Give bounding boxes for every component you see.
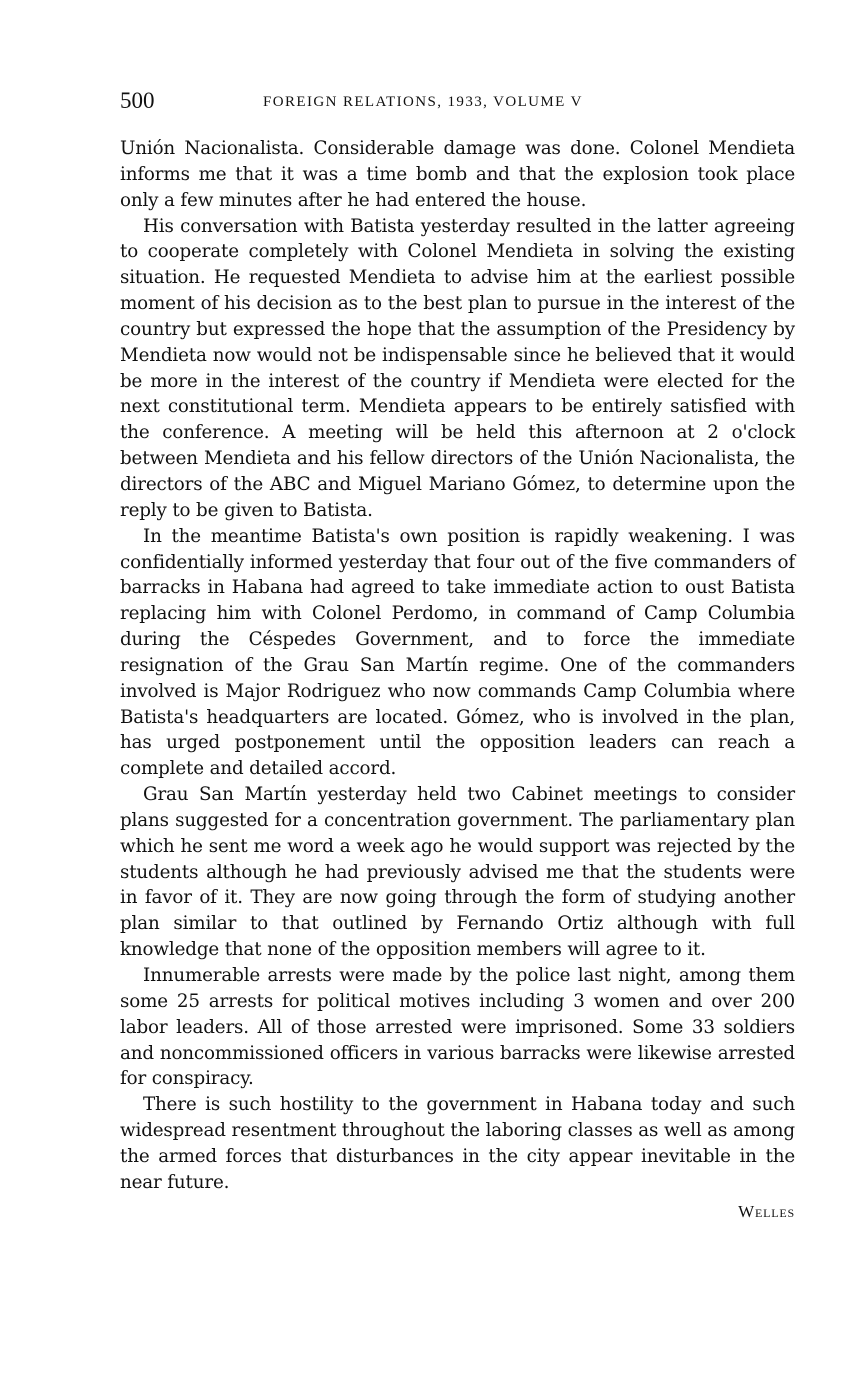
signature: Welles: [738, 1201, 795, 1221]
body-text: [120, 136, 795, 1196]
running-head: [120, 88, 795, 122]
paragraph-arrests: Innumerable arrests were made by the police last night, among them some 25 arrests for political motives including 3 women and over 200 labor leaders. All of those arrested were imprisoned. Some 33 soldiers and noncommissioned officers in various barracks were likewise arrested for conspiracy.: [120, 965, 795, 1090]
document-page: [120, 88, 795, 1222]
paragraph-cabinet-meetings: Grau San Martín yesterday held two Cabinet meetings to consider plans suggested for a concentration government. The parliamentary plan which he sent me word a week ago he would support was rejected by the students although he had previously advised me that the students were in favor of it. They are now going through the form of studying another plan similar to that outlined by Fernando Ortiz although with full knowledge that none of the opposition members will agree to it.: [120, 784, 795, 961]
paragraph-batista-conversation: His conversation with Batista yesterday resulted in the latter agreeing to cooperate completely with Colonel Mendieta in solving the existing situation. He requested Mendieta to advise him at the earliest possible moment of his decision as to the best plan to pursue in the interest of the country but expressed the hope that the assumption of the Presidency by Mendieta now would not be indispensable since he believed that it would be more in the interest of the country if Mendieta were elected for the next constitutional term. Mendieta appears to be entirely satisfied with the conference. A meeting will be held this afternoon at 2 o'clock between Mendieta and his fellow directors of the Unión Nacionalista, the directors of the ABC and Miguel Mariano Gómez, to determine upon the reply to be given to Batista.: [120, 215, 795, 521]
paragraph-continued: Unión Nacionalista. Considerable damage was done. Colonel Mendieta informs me that it was a time bomb and that the explosion took place only a few minutes after he had entered the house.: [120, 138, 795, 211]
running-title: FOREIGN RELATIONS, 1933, VOLUME V: [263, 94, 583, 110]
paragraph-batista-position: In the meantime Batista's own position is rapidly weakening. I was confidentially informed yesterday that four out of the five commanders of barracks in Habana had agreed to take immediate action to oust Batista replacing him with Colonel Perdomo, in command of Camp Columbia during the Céspedes Government, and to force the immediate resignation of the Grau San Martín regime. One of the commanders involved is Major Rodriguez who now commands Camp Columbia where Batista's headquarters are located. Gómez, who is involved in the plan, has urged postponement until the opposition leaders can reach a complete and detailed accord.: [120, 525, 795, 780]
paragraph-hostility: There is such hostility to the government in Habana today and such widespread resentment throughout the laboring classes as well as among the armed forces that disturbances in the city appear inevitable in the near future.: [120, 1094, 795, 1193]
page-number: 500: [120, 88, 155, 113]
